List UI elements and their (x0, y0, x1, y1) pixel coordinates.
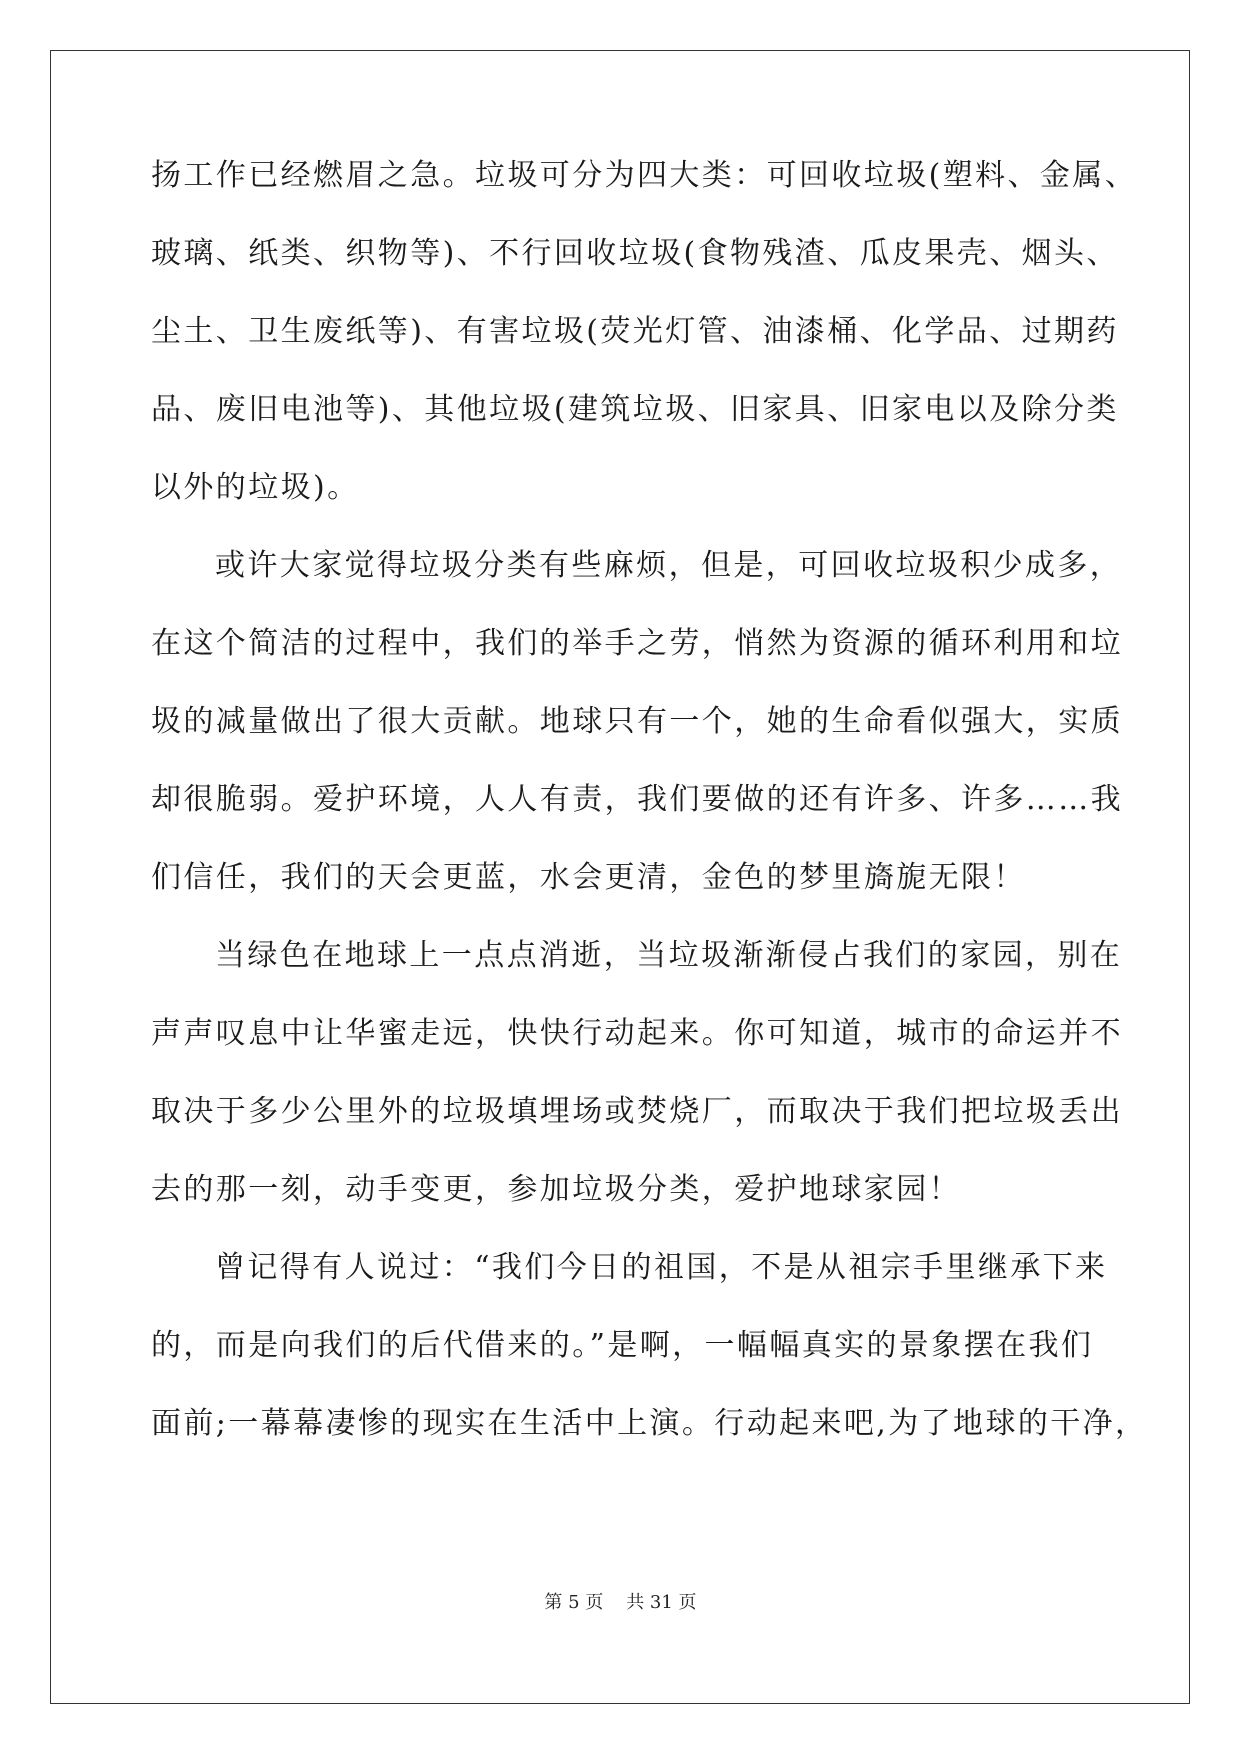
text-line: 尘土、卫生废纸等)、有害垃圾(荧光灯管、油漆桶、化学品、过期药 (151, 314, 1119, 349)
text-line: 去的那一刻，动手变更，参加垃圾分类，爱护地球家园！ (151, 1172, 961, 1207)
text-line: 取决于多少公里外的垃圾填埋场或焚烧厂，而取决于我们把垃圾丢出 (151, 1094, 1123, 1129)
text-line: 却很脆弱。爱护环境，人人有责，我们要做的还有许多、许多……我 (151, 782, 1123, 817)
document-body (151, 156, 1148, 1482)
text-line: 玻璃、纸类、织物等)、不行回收垃圾(食物残渣、瓜皮果壳、烟头、 (151, 236, 1119, 271)
text-line: 品、废旧电池等)、其他垃圾(建筑垃圾、旧家具、旧家电以及除分类 (151, 392, 1119, 427)
page-number-footer: 第 5 页 共 31 页 (544, 1592, 697, 1613)
text-line: 声声叹息中让华蜜走远，快快行动起来。你可知道，城市的命运并不 (151, 1016, 1123, 1051)
text-line: 圾的减量做出了很大贡献。地球只有一个，她的生命看似强大，实质 (151, 704, 1123, 739)
text-line: 面前;一幕幕凄惨的现实在生活中上演。行动起来吧,为了地球的干净， (151, 1406, 1148, 1441)
paragraph-first-line: 或许大家觉得垃圾分类有些麻烦，但是，可回收垃圾积少成多， (215, 548, 1123, 583)
text-line: 们信任，我们的天会更蓝，水会更清，金色的梦里旖旎无限！ (151, 860, 1026, 895)
paragraph-first-line: 曾记得有人说过：“我们今日的祖国，不是从祖宗手里继承下来 (215, 1250, 1108, 1285)
text-line: 在这个简洁的过程中，我们的举手之劳，悄然为资源的循环利用和垃 (151, 626, 1123, 661)
text-line: 以外的垃圾)。 (151, 470, 360, 505)
text-line: 的，而是向我们的后代借来的。”是啊，一幅幅真实的景象摆在我们 (151, 1328, 1094, 1363)
paragraph-first-line: 当绿色在地球上一点点消逝，当垃圾渐渐侵占我们的家园，别在 (215, 938, 1123, 973)
text-line: 扬工作已经燃眉之急。垃圾可分为四大类：可回收垃圾(塑料、金属、 (151, 158, 1138, 193)
